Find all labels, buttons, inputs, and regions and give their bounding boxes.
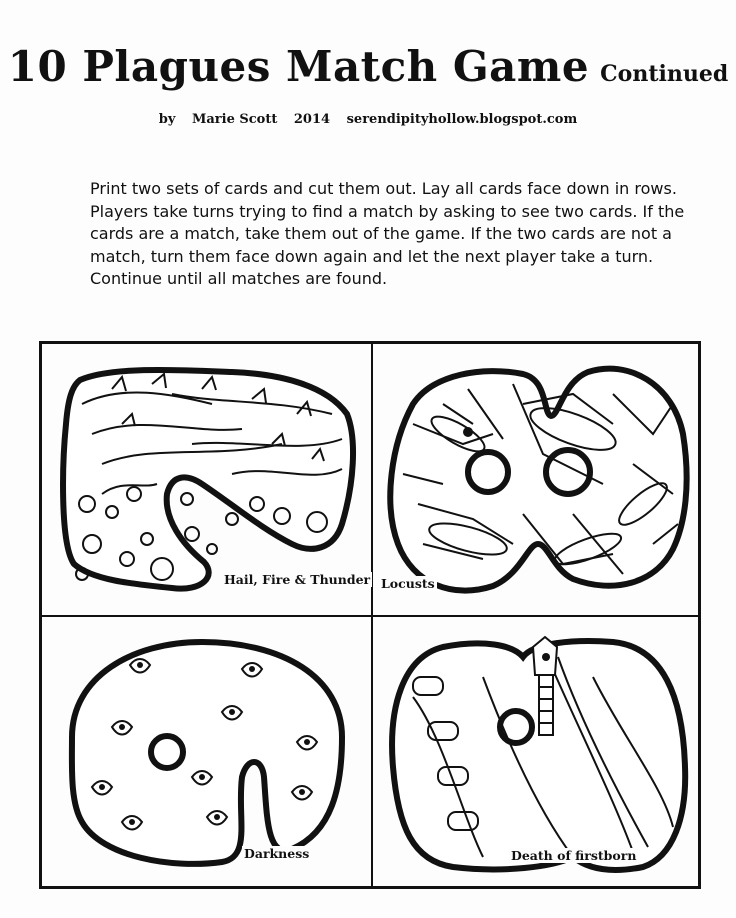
- title-main: 10 Plagues Match Game: [7, 42, 590, 91]
- card-death-of-firstborn[interactable]: [373, 617, 698, 888]
- card-darkness[interactable]: [42, 617, 373, 888]
- byline-author: Marie Scott: [191, 112, 278, 127]
- card-locusts[interactable]: [373, 344, 698, 617]
- card-label: Hail, Fire & Thunder: [224, 572, 371, 587]
- title-subtitle: Continued: [600, 61, 729, 87]
- instructions-text: Print two sets of cards and cut them out. Lay all cards face down in rows. Players take turns trying to find a match by asking to see two cards. If the cards are a match, take them out of the game. If the two cards are not a match, turn them face down again and let the next player take a turn. Continue until all matches are found.: [90, 179, 685, 288]
- card-board: [39, 341, 701, 889]
- eye-icon: [42, 617, 371, 888]
- page-title: [0, 42, 736, 91]
- byline: [0, 112, 736, 127]
- card-label: Darkness: [244, 846, 310, 861]
- byline-year: 2014: [293, 112, 331, 127]
- byline-site: serendipityhollow.blogspot.com: [346, 112, 578, 127]
- card-label: Locusts: [381, 576, 435, 591]
- card-hail-fire-thunder[interactable]: [42, 344, 373, 617]
- locust-icon: [373, 344, 698, 615]
- card-label: Death of firstborn: [511, 848, 637, 863]
- byline-by: by: [158, 112, 176, 127]
